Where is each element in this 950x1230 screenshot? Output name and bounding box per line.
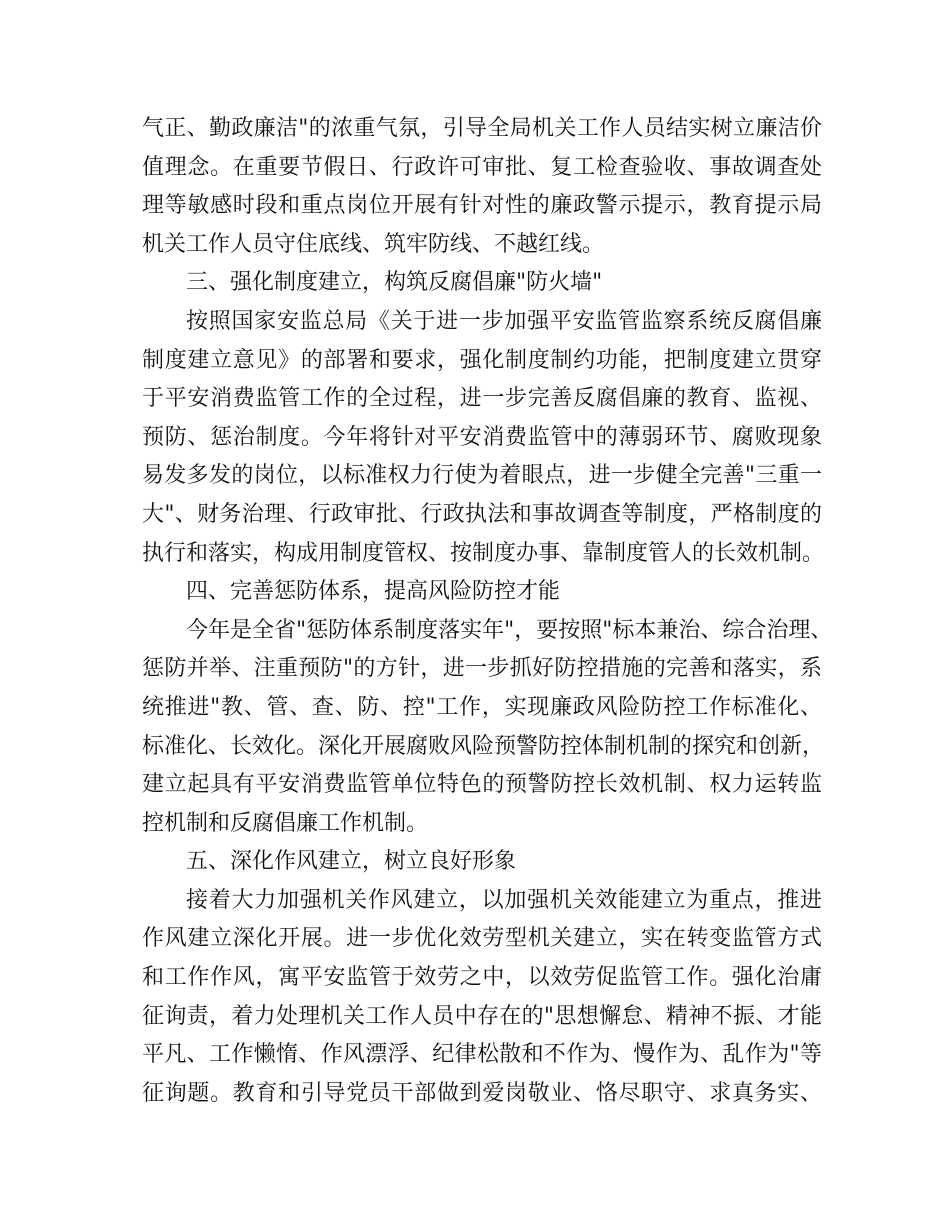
- text-line: 作风建立深化开展。进一步优化效劳型机关建立，实在转变监管方式: [142, 926, 822, 952]
- text-line: 理等敏感时段和重点岗位开展有针对性的廉政警示提示，教育提示局: [142, 193, 822, 219]
- text-line: 统推进"教、管、查、防、控"工作，实现廉政风险防控工作标准化、: [142, 694, 822, 720]
- text-line: 标准化、长效化。深化开展腐败风险预警防控体制机制的探究和创新，: [142, 733, 825, 759]
- text-line: 易发多发的岗位，以标准权力行使为着眼点，进一步健全完善"三重一: [142, 463, 822, 489]
- text-line: 和工作作风，寓平安监管于效劳之中，以效劳促监管工作。强化治庸: [142, 965, 822, 991]
- text-line: 四、完善惩防体系，提高风险防控才能: [186, 579, 561, 605]
- text-line: 惩防并举、注重预防"的方针，进一步抓好防控措施的完善和落实，系: [142, 656, 822, 682]
- text-line: 征询责，着力处理机关工作人员中存在的"思想懈怠、精神不振、才能: [142, 1003, 822, 1029]
- text-line: 于平安消费监管工作的全过程，进一步完善反腐倡廉的教育、监视、: [142, 386, 822, 412]
- text-line: 控机制和反腐倡廉工作机制。: [142, 810, 429, 836]
- text-line: 机关工作人员守住底线、筑牢防线、不越红线。: [142, 231, 605, 257]
- text-line: 预防、惩治制度。今年将针对平安消费监管中的薄弱环节、腐败现象: [142, 424, 822, 450]
- text-line: 按照国家安监总局《关于进一步加强平安监管监察系统反腐倡廉: [186, 308, 822, 334]
- text-line: 执行和落实，构成用制度管权、按制度办事、靠制度管人的长效机制。: [142, 540, 825, 566]
- text-line: 制度建立意见》的部署和要求，强化制度制约功能，把制度建立贯穿: [142, 347, 822, 373]
- text-line: 值理念。在重要节假日、行政许可审批、复工检查验收、事故调查处: [142, 154, 822, 180]
- text-line: 建立起具有平安消费监管单位特色的预警防控长效机制、权力运转监: [142, 772, 822, 798]
- text-line: 三、强化制度建立，构筑反腐倡廉"防火墙": [186, 270, 603, 296]
- text-line: 平凡、工作懒惰、作风漂浮、纪律松散和不作为、慢作为、乱作为"等: [142, 1042, 822, 1068]
- text-line: 气正、勤政廉洁"的浓重气氛，引导全局机关工作人员结实树立廉洁价: [142, 116, 822, 141]
- text-line: 征询题。教育和引导党员干部做到爱岗敬业、恪尽职守、求真务实、: [142, 1080, 822, 1106]
- text-line: 接着大力加强机关作风建立，以加强机关效能建立为重点，推进: [186, 887, 822, 913]
- document-page: [142, 110, 833, 1113]
- text-line: 大"、财务治理、行政审批、行政执法和事故调查等制度，严格制度的: [142, 501, 822, 527]
- text-line: 今年是全省"惩防体系制度落实年"，要按照"标本兼治、综合治理、: [186, 617, 833, 643]
- text-line: 五、深化作风建立，树立良好形象: [186, 849, 517, 875]
